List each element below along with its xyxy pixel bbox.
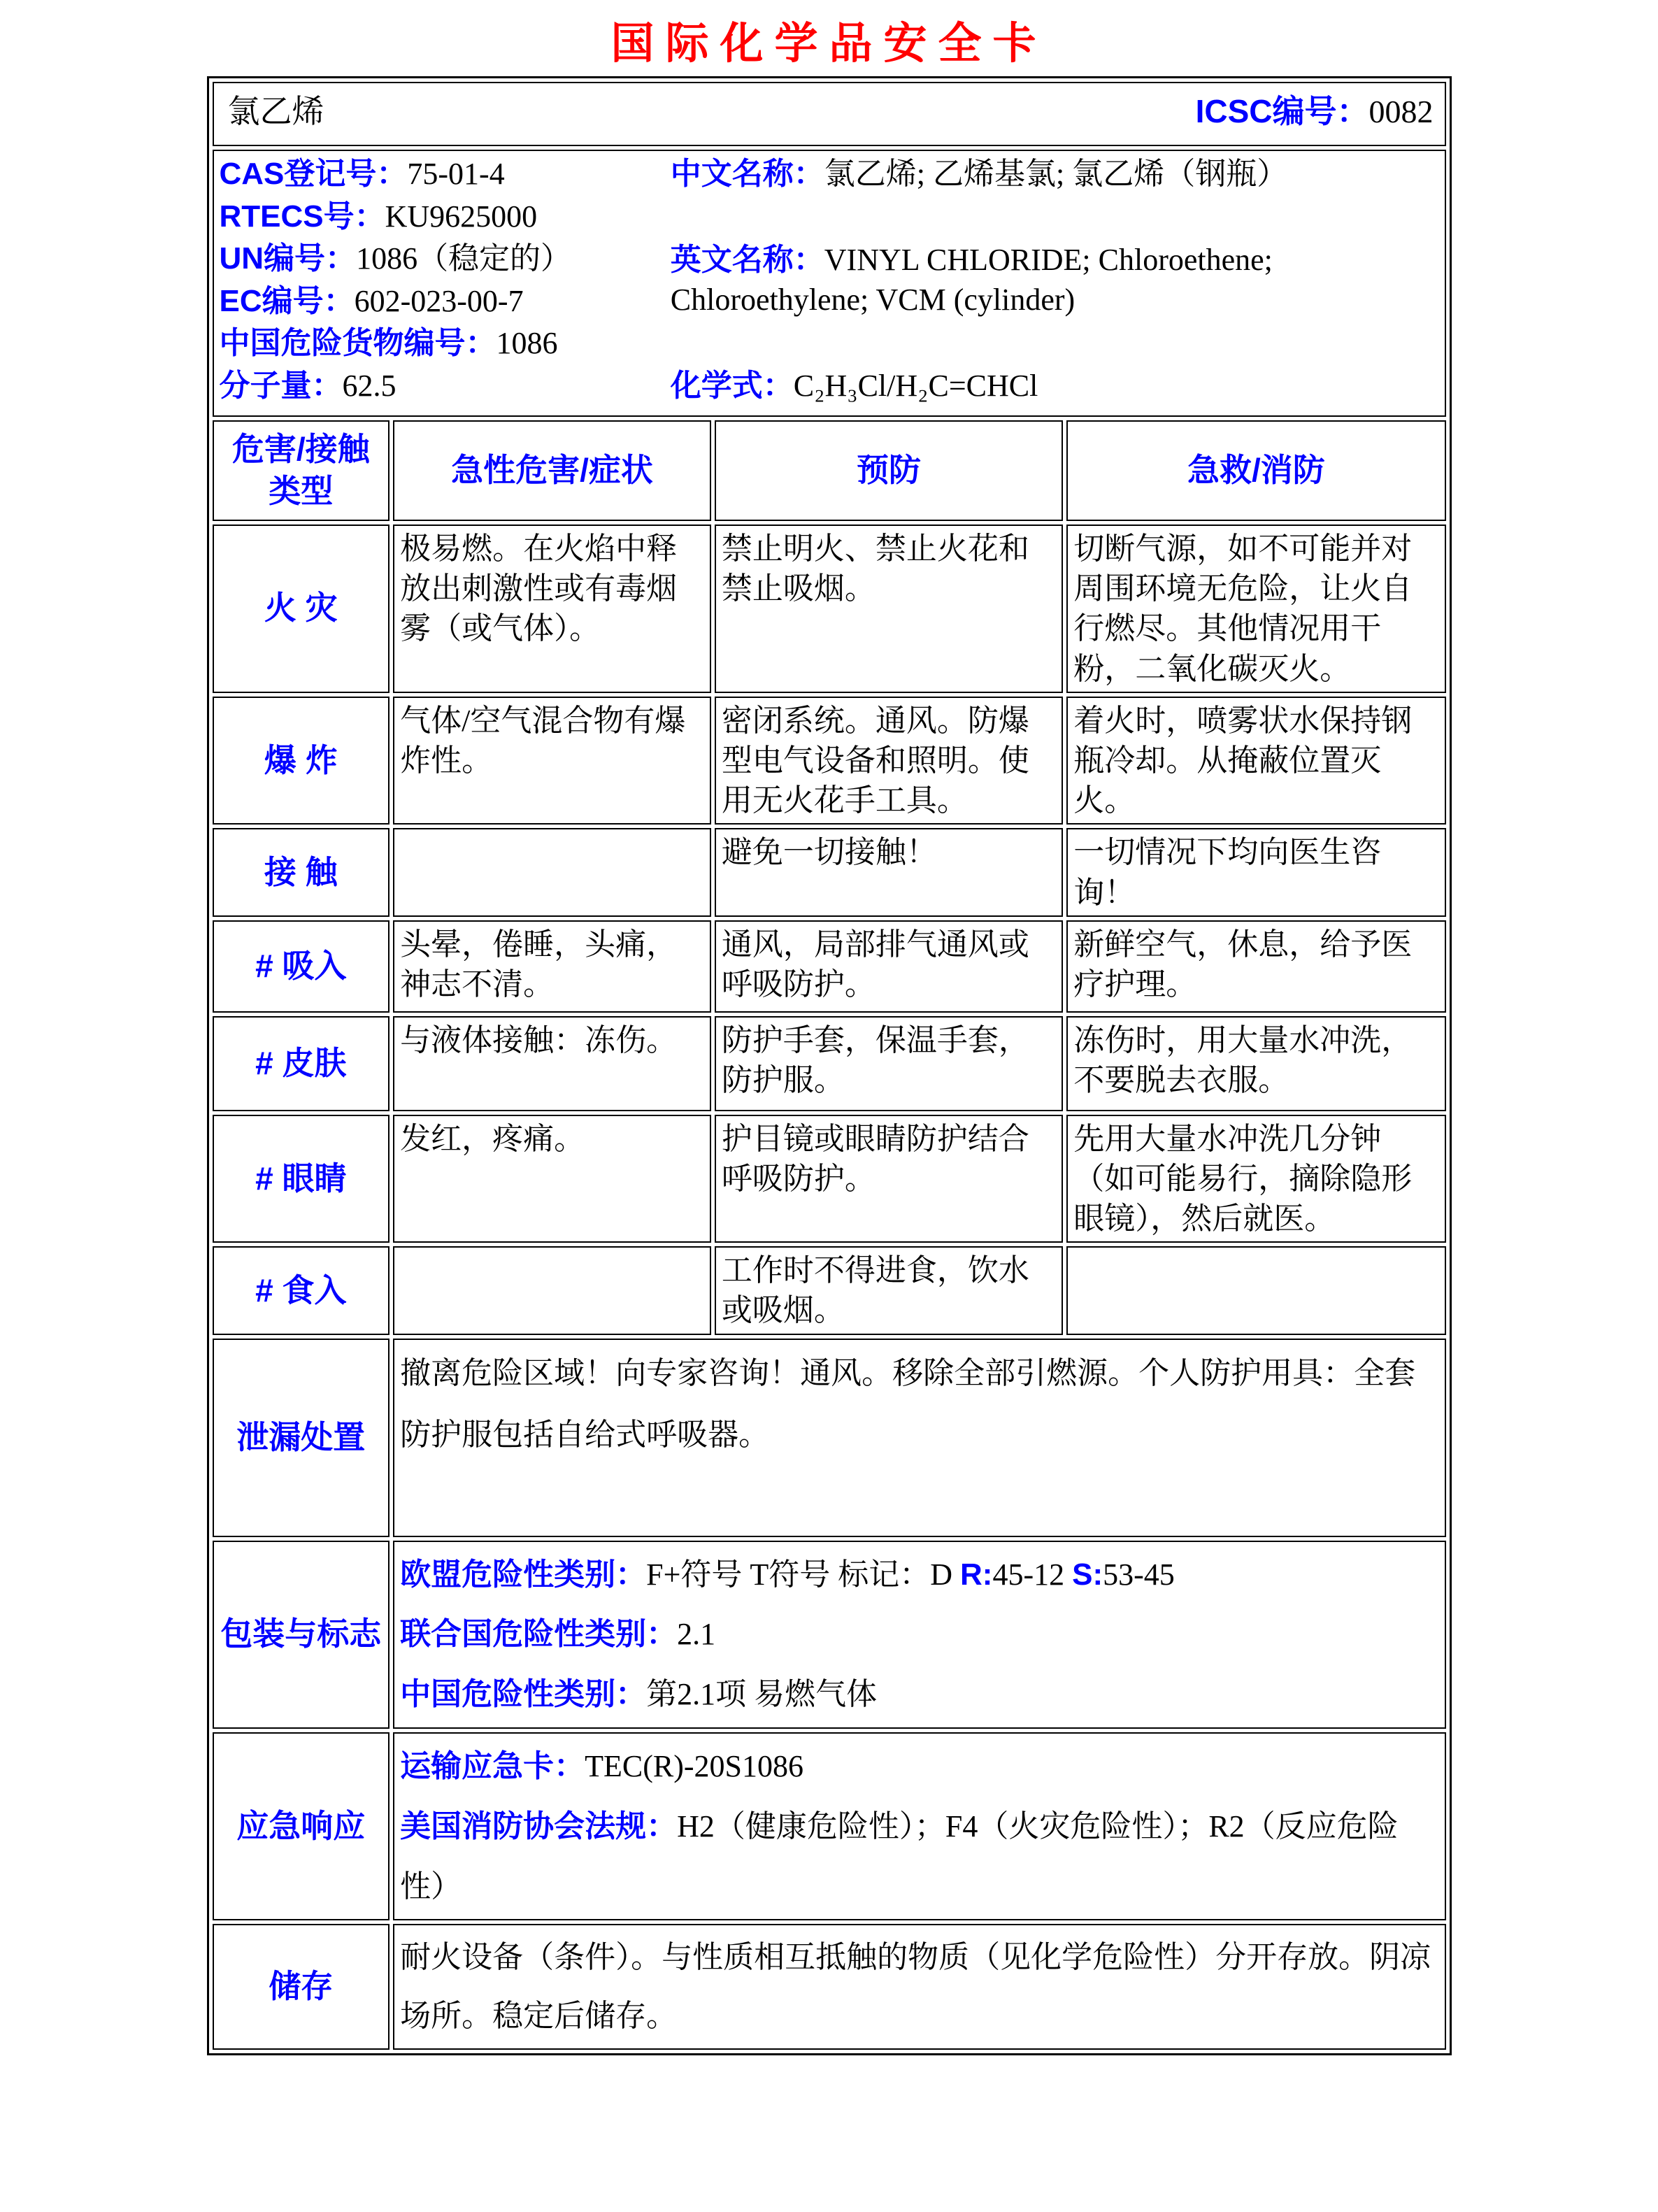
eyes-first-aid-cell: 先用大量水冲洗几分钟（如可能易行，摘除隐形眼镜），然后就医。 xyxy=(1066,1115,1445,1243)
emergency-content-cell xyxy=(393,1732,1445,1920)
english-name-line: 英文名称：VINYL CHLORIDE; Chloroethene; Chloroethylene; VCM (cylinder) xyxy=(670,242,1273,317)
row-label-explosion: 爆 炸 xyxy=(213,697,390,825)
header-hazard-type: 危害/接触类型 xyxy=(213,420,390,521)
formula-line: 化学式：C₂H₃Cl/H₂C=CHCl xyxy=(670,368,1038,403)
table-row-emergency xyxy=(213,1732,1446,1920)
table-row-explosion xyxy=(213,697,1446,825)
eyes-prevention-cell: 护目镜或眼睛防护结合呼吸防护。 xyxy=(715,1115,1063,1243)
molecular-weight-line: 分子量：62.5 xyxy=(219,368,396,403)
china-hazard-class-line: 中国危险性类别：第2.1项 易燃气体 xyxy=(400,1677,878,1712)
table-row-eyes xyxy=(213,1115,1446,1243)
row-label-skin: # 皮肤 xyxy=(213,1016,390,1111)
inhalation-prevention-cell: 通风，局部排气通风或呼吸防护。 xyxy=(715,920,1063,1013)
contact-prevention-cell: 避免一切接触！ xyxy=(715,828,1063,916)
identifiers-row xyxy=(213,150,1446,417)
icsc-label: ICSC编号： xyxy=(1195,93,1369,130)
name-cell xyxy=(213,82,1446,146)
inhalation-symptoms-cell: 头晕，倦睡，头痛，神志不清。 xyxy=(393,920,711,1013)
icsc-card-table xyxy=(207,76,1452,2055)
ingestion-prevention-cell: 工作时不得进食，饮水或吸烟。 xyxy=(715,1246,1063,1334)
un-hazard-class-line: 联合国危险性类别：2.1 xyxy=(400,1617,716,1652)
identifiers-left-column xyxy=(220,154,671,406)
table-row-fire xyxy=(213,525,1446,693)
cas-number-line: CAS登记号：75-01-4 xyxy=(219,157,505,191)
table-row-packaging xyxy=(213,1541,1446,1729)
table-row-inhalation xyxy=(213,920,1446,1013)
name-row xyxy=(213,82,1446,146)
skin-symptoms-cell: 与液体接触：冻伤。 xyxy=(393,1016,711,1111)
header-prevention: 预防 xyxy=(715,420,1063,521)
header-symptoms: 急性危害/症状 xyxy=(393,420,711,521)
row-label-emergency: 应急响应 xyxy=(213,1732,390,1920)
contact-first-aid-cell: 一切情况下均向医生咨询！ xyxy=(1066,828,1445,916)
table-row-spillage xyxy=(213,1339,1446,1537)
hazard-header-row xyxy=(213,420,1446,521)
inhalation-first-aid-cell: 新鲜空气，休息，给予医疗护理。 xyxy=(1066,920,1445,1013)
row-label-inhalation: # 吸入 xyxy=(213,920,390,1013)
table-row-skin xyxy=(213,1016,1446,1111)
rtecs-number-line: RTECS号：KU9625000 xyxy=(219,199,538,234)
fire-first-aid-cell: 切断气源，如不可能并对周围环境无危险，让火自行燃尽。其他情况用干粉，二氧化碳灭火。 xyxy=(1066,525,1445,693)
transport-emergency-card-line: 运输应急卡：TEC(R)-20S1086 xyxy=(400,1749,803,1784)
storage-text-cell: 耐火设备（条件）。与性质相互抵触的物质（见化学危险性）分开存放。阴凉场所。稳定后储存。 xyxy=(393,1924,1445,2049)
ec-number-line: EC编号：602-023-00-7 xyxy=(219,283,524,318)
chemical-name: 氯乙烯 xyxy=(227,94,324,130)
ingestion-symptoms-cell xyxy=(393,1246,711,1334)
explosion-prevention-cell: 密闭系统。通风。防爆型电气设备和照明。使用无火花手工具。 xyxy=(715,697,1063,825)
packaging-content-cell xyxy=(393,1541,1445,1729)
header-first-aid: 急救/消防 xyxy=(1066,420,1445,521)
row-label-eyes: # 眼睛 xyxy=(213,1115,390,1243)
skin-first-aid-cell: 冻伤时，用大量水冲洗，不要脱去衣服。 xyxy=(1066,1016,1445,1111)
row-label-ingestion: # 食入 xyxy=(213,1246,390,1334)
table-row-storage xyxy=(213,1924,1446,2049)
eyes-symptoms-cell: 发红，疼痛。 xyxy=(393,1115,711,1243)
eu-hazard-class-line: 欧盟危险性类别：F+符号 T符号 标记：D R:45-12 S:53-45 xyxy=(400,1557,1175,1592)
contact-symptoms-cell xyxy=(393,828,711,916)
chinese-name-line: 中文名称：氯乙烯; 乙烯基氯; 氯乙烯（钢瓶） xyxy=(670,157,1288,191)
skin-prevention-cell: 防护手套，保温手套，防护服。 xyxy=(715,1016,1063,1111)
table-row-contact xyxy=(213,828,1446,916)
fire-prevention-cell: 禁止明火、禁止火花和禁止吸烟。 xyxy=(715,525,1063,693)
icsc-number-field xyxy=(1196,91,1439,133)
row-label-contact: 接 触 xyxy=(213,828,390,916)
fire-symptoms-cell: 极易燃。在火焰中释放出刺激性或有毒烟雾（或气体）。 xyxy=(393,525,711,693)
explosion-first-aid-cell: 着火时，喷雾状水保持钢瓶冷却。从掩蔽位置灭火。 xyxy=(1066,697,1445,825)
ingestion-first-aid-cell xyxy=(1066,1246,1445,1334)
row-label-spillage: 泄漏处置 xyxy=(213,1339,390,1537)
explosion-symptoms-cell: 气体/空气混合物有爆炸性。 xyxy=(393,697,711,825)
china-dg-number-line: 中国危险货物编号：1086 xyxy=(219,326,558,361)
page-title: 国际化学品安全卡 xyxy=(610,20,1048,68)
un-number-line: UN编号：1086（稳定的） xyxy=(219,241,572,276)
identifiers-cell xyxy=(213,150,1446,417)
row-label-packaging: 包装与标志 xyxy=(213,1541,390,1729)
icsc-number: 0082 xyxy=(1368,94,1434,130)
spillage-text-cell: 撤离危险区域！向专家咨询！通风。移除全部引燃源。个人防护用具：全套防护服包括自给式呼吸器。 xyxy=(393,1339,1445,1537)
row-label-storage: 储存 xyxy=(213,1924,390,2049)
identifiers-right-column xyxy=(671,154,1439,406)
table-row-ingestion xyxy=(213,1246,1446,1334)
row-label-fire: 火 灾 xyxy=(213,525,390,693)
nfpa-code-line: 美国消防协会法规：H2（健康危险性）；F4（火灾危险性）；R2（反应危险性） xyxy=(400,1808,1399,1904)
